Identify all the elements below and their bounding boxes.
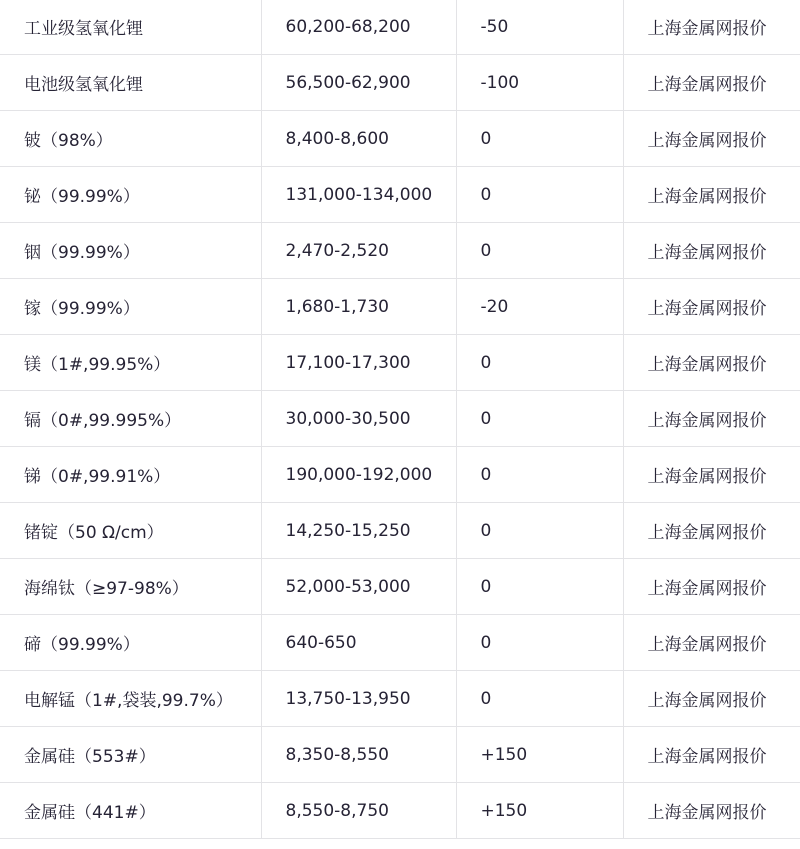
table-row (0, 447, 800, 503)
price-change-cell: +150 (456, 727, 623, 783)
price-change-cell: 0 (456, 167, 623, 223)
price-range-cell: 190,000-192,000 (261, 447, 456, 503)
metal-name-cell: 电解锰（1#,袋装,99.7%） (0, 671, 261, 727)
price-range-cell: 1,680-1,730 (261, 279, 456, 335)
price-change-cell: +150 (456, 783, 623, 839)
price-range-cell: 60,200-68,200 (261, 0, 456, 55)
metal-name-cell: 镁（1#,99.95%） (0, 335, 261, 391)
price-source-cell: 上海金属网报价 (623, 727, 800, 783)
table-row (0, 279, 800, 335)
price-source-cell: 上海金属网报价 (623, 55, 800, 111)
table-row (0, 55, 800, 111)
metal-name-cell: 金属硅（553#） (0, 727, 261, 783)
price-source-cell: 上海金属网报价 (623, 447, 800, 503)
metal-name-cell: 工业级氢氧化锂 (0, 0, 261, 55)
price-range-cell: 13,750-13,950 (261, 671, 456, 727)
table-row (0, 671, 800, 727)
price-change-cell: -100 (456, 55, 623, 111)
metal-name-cell: 锗锭（50 Ω/cm） (0, 503, 261, 559)
table-row (0, 615, 800, 671)
table-row (0, 335, 800, 391)
price-change-cell: 0 (456, 559, 623, 615)
price-change-cell: -20 (456, 279, 623, 335)
table-row (0, 503, 800, 559)
metal-name-cell: 镓（99.99%） (0, 279, 261, 335)
table-row (0, 559, 800, 615)
metal-name-cell: 金属硅（441#） (0, 783, 261, 839)
price-source-cell: 上海金属网报价 (623, 503, 800, 559)
price-range-cell: 14,250-15,250 (261, 503, 456, 559)
price-range-cell: 8,400-8,600 (261, 111, 456, 167)
price-range-cell: 2,470-2,520 (261, 223, 456, 279)
price-source-cell: 上海金属网报价 (623, 559, 800, 615)
price-source-cell: 上海金属网报价 (623, 223, 800, 279)
table-row (0, 727, 800, 783)
price-change-cell: 0 (456, 391, 623, 447)
price-range-cell: 640-650 (261, 615, 456, 671)
price-change-cell: 0 (456, 335, 623, 391)
price-change-cell: 0 (456, 111, 623, 167)
price-source-cell: 上海金属网报价 (623, 783, 800, 839)
metal-name-cell: 铋（99.99%） (0, 167, 261, 223)
metal-name-cell: 镉（0#,99.995%） (0, 391, 261, 447)
price-source-cell: 上海金属网报价 (623, 0, 800, 55)
price-range-cell: 131,000-134,000 (261, 167, 456, 223)
metal-name-cell: 碲（99.99%） (0, 615, 261, 671)
price-source-cell: 上海金属网报价 (623, 167, 800, 223)
metal-name-cell: 锑（0#,99.91%） (0, 447, 261, 503)
price-source-cell: 上海金属网报价 (623, 391, 800, 447)
price-source-cell: 上海金属网报价 (623, 111, 800, 167)
price-range-cell: 52,000-53,000 (261, 559, 456, 615)
price-change-cell: 0 (456, 447, 623, 503)
price-range-cell: 56,500-62,900 (261, 55, 456, 111)
price-range-cell: 17,100-17,300 (261, 335, 456, 391)
price-range-cell: 30,000-30,500 (261, 391, 456, 447)
price-range-cell: 8,350-8,550 (261, 727, 456, 783)
price-change-cell: 0 (456, 671, 623, 727)
table-row (0, 167, 800, 223)
table-row (0, 783, 800, 839)
price-change-cell: 0 (456, 223, 623, 279)
price-source-cell: 上海金属网报价 (623, 279, 800, 335)
price-change-cell: 0 (456, 503, 623, 559)
metal-name-cell: 铍（98%） (0, 111, 261, 167)
table-row (0, 111, 800, 167)
table-row (0, 391, 800, 447)
table-row (0, 223, 800, 279)
price-change-cell: 0 (456, 615, 623, 671)
price-range-cell: 8,550-8,750 (261, 783, 456, 839)
metal-name-cell: 海绵钛（≥97-98%） (0, 559, 261, 615)
metal-name-cell: 电池级氢氧化锂 (0, 55, 261, 111)
metal-name-cell: 铟（99.99%） (0, 223, 261, 279)
price-source-cell: 上海金属网报价 (623, 615, 800, 671)
price-change-cell: -50 (456, 0, 623, 55)
price-source-cell: 上海金属网报价 (623, 671, 800, 727)
table-row (0, 0, 800, 55)
price-source-cell: 上海金属网报价 (623, 335, 800, 391)
